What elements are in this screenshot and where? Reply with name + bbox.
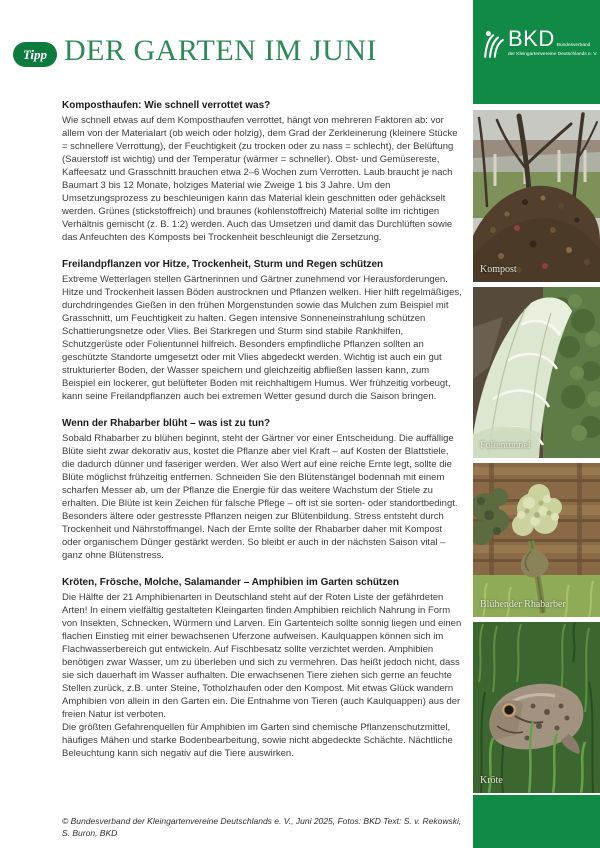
section-heading: Wenn der Rhabarber blüht – was ist zu tun? xyxy=(62,418,271,429)
bkd-logo-text xyxy=(508,27,597,58)
section-heading: Freilandpflanzen vor Hitze, Trockenheit, Sturm und Regen schützen xyxy=(62,259,384,270)
sidebar-green-header xyxy=(473,0,600,104)
rhabarber-illustration xyxy=(473,463,600,617)
section-kompost xyxy=(62,99,463,244)
copyright-line: © Bundesverband der Kleingartenvereine Deutschlands e. V., Juni 2025, Fotos: BKD Text: S. v. Rekowski, S. Buron, BKD xyxy=(62,815,462,838)
kompost-illustration xyxy=(473,110,600,282)
page-title: DER GARTEN IM JUNI xyxy=(64,34,378,67)
bkd-name-line1: Bundesverband xyxy=(556,43,591,48)
section-heading: Kröten, Frösche, Molche, Salamander – Amphibien im Garten schützen xyxy=(62,577,399,588)
section-heading: Komposthaufen: Wie schnell verrottet was? xyxy=(62,100,271,111)
tipp-badge: Tipp xyxy=(13,42,57,67)
photo-rhabarber xyxy=(473,463,600,617)
section-paragraph: Wie schnell etwas auf dem Komposthaufen verrottet, hängt von mehreren Faktoren ab: vor allem von der Materialart (ob weich oder holzig), dem Grad der Zerkleinerung (kleinere Stücke = schnellere Verrottung), der Feuchtigkeit (zu trocken oder zu nass = schlecht), der Belüftung (Sauerstoff ist wichtig) und der Temperatur (wärmer = schneller). Obst- und Gemüsereste, Kaffeesatz und Grasschnitt brauchen etwa 2–6 Wochen zum Verrotten. Laub braucht je nach Baumart 3 bis 12 Monate, holziges Material wie Zweige 1 bis 3 Jahre. Um den Umsetzungsprozess zu beschleunigen kann das Material klein geschnitten oder gehäckselt werden. Grünes (stickstoffreich) und braunes (kohlenstoffreich) Material sollte im richtigen Verhältnis gemischt (z. B. 1:2) werden. Auch das Umsetzen und damit das Durchlüften sowie das Anfeuchten des Komposts bei Trockenheit beschleunigt die Zersetzung. xyxy=(62,115,458,243)
bkd-abbr: BKD xyxy=(508,26,555,51)
bkd-name-line2: der Kleingartenvereine Deutschlands e. V. xyxy=(508,52,598,57)
section-paragraph: Sobald Rhabarber zu blühen beginnt, steht der Gärtner vor einer Entscheidung. Die auffällige Blüte sieht zwar dekorativ aus, kostet die Pflanze aber viel Kraft – auf Kosten der Blattstiele, die dadurch dünner und faseriger werden. Wer also Wert auf eine reiche Ernte legt, sollte die Blüte möglichst frühzeitig entfernen. Schneiden Sie den Blütenstängel bodennah mit einem scharfen Messer ab, um der Pflanze die Energie für das weitere Wachstum der Stiele zu erhalten. Die Blüte ist kein Zeichen für falsche Pflege – oft ist sie sorten- oder standortbedingt. Besonders ältere oder gestresste Pflanzen neigen zur Blütenbildung. Stress entsteht durch Trockenheit und Nährstoffmangel. Nach der Ernte sollte der Rhabarber daher mit Kompost oder organischem Dünger gestärkt werden. So bleibt er auch in der nächsten Saison vital – ganz ohne Blütenstress. xyxy=(62,433,458,561)
section-paragraph: Die größten Gefahrenquellen für Amphibien im Garten sind chemische Pflanzenschutzmittel, häufiges Mähen und starke Bodenbearbeitung, sowie nicht abgedeckte Schächte. Nächtliche Beleuchtung kann sich negativ auf die Tiere auswirken. xyxy=(62,722,453,759)
section-paragraph: Extreme Wetterlagen stellen Gärtnerinnen und Gärtner zunehmend vor Herausforderungen. Hitze und Trockenheit lassen Böden austrocknen und Pflanzen welken. Hier hilft regelmäßiges, durchdringendes Gießen in den frühen Morgenstunden sowie das Mulchen zum Beispiel mit Grasschnitt, um Feuchtigkeit zu halten. Gegen intensive Sonneneinstrahlung schützen Schattierungsnetze oder Vlies. Bei Starkregen und Sturm sind stabile Rankhilfen, Schutzgerüste oder Folientunnel hilfreich. Besonders empfindliche Pflanzen sollten an geschützte Standorte umgesetzt oder mit Vlies abgedeckt werden. Wichtig ist auch ein gut strukturierter Boden, der Wasser speichern und gleichzeitig abfließen lassen kann, zum Beispiel ein lockerer, gut belüfteter Boden mit reichhaltigem Humus. Wer frühzeitig vorbeugt, kann seine Freilandpflanzen auch bei extremen Wetter gesund durch die Saison bringen. xyxy=(62,274,462,402)
section-amphibien xyxy=(62,576,463,760)
bkd-logo xyxy=(482,27,597,61)
folientunnel-illustration xyxy=(473,287,600,458)
photo-folientunnel xyxy=(473,287,600,458)
section-rhabarber xyxy=(62,417,463,562)
photo-caption: Kröte xyxy=(480,775,503,786)
photo-caption: Folientunnel xyxy=(480,440,531,451)
photo-kompost xyxy=(473,110,600,282)
photo-caption: Blühender Rhabarber xyxy=(480,599,566,610)
article-column xyxy=(62,99,463,760)
bkd-plant-icon xyxy=(482,27,506,61)
photo-caption: Kompost xyxy=(480,264,517,275)
sidebar-green-footer xyxy=(473,795,600,848)
section-freilandpflanzen xyxy=(62,258,463,403)
kroete-illustration xyxy=(473,622,600,793)
section-paragraph: Die Hälfte der 21 Amphibienarten in Deutschland steht auf der Roten Liste der gefährdeten Arten! In einem vielfältig gestalteten Kleingarten finden Amphibien reichlich Nahrung in Form von Insekten, Schnecken, Würmern und Larven. Ein Gartenteich sollte sonnig liegen und einen flachen Einstieg mit einer bewachsenen Uferzone aufweisen. Kaulquappen können sich im Flachwasserbereich gut entwickeln. Auf Fischbesatz sollte verzichtet werden. Amphibien benötigen zwar Wasser, um zu überleben und sich zu vermehren. Das heißt jedoch nicht, dass sie sich dauerhaft im Wasser aufhalten. Die erwachsenen Tiere ziehen sich gerne an feuchte Stellen zurück, z.B. unter Steine, Totholzhaufen oder den Kompost. Mit etwas Glück wandern Amphibien von allein in den Garten ein. Die Entnahme von Tieren (auch Kaulquappen) aus der freien Natur ist verboten. xyxy=(62,592,462,720)
photo-kroete xyxy=(473,622,600,793)
